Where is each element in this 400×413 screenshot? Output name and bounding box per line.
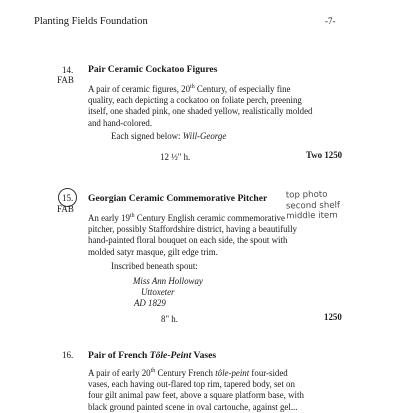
item-15-line-2: pitcher, possibly Staffordshire district, having a beautifully — [88, 224, 297, 235]
item-14-price: Two 1250 — [306, 150, 343, 160]
item-14-dimension: 12 ½" h. — [160, 152, 191, 162]
item-15-code: FAB — [57, 204, 74, 214]
item-16-title-prefix: Pair of French — [88, 350, 150, 361]
note-line-2: second shelf — [285, 200, 341, 211]
item-14-signed — [111, 131, 226, 141]
item-16-title-suffix: Vases — [191, 350, 217, 361]
note-line-3: middle item — [286, 210, 338, 222]
inscription-name: Miss Ann Holloway — [133, 276, 203, 286]
item-14-line-1: A pair of ceramic figures, 20th Century, of especially fine — [88, 84, 291, 94]
item-15-title: Georgian Ceramic Commemorative Pitcher — [88, 193, 268, 204]
item-15-line-3: hand-painted floral bouquet on each side, the spout with — [88, 235, 288, 246]
item-14-description — [88, 84, 312, 129]
note-line-1: top photo — [285, 189, 328, 201]
item-16-line-1: A pair of early 20th Century French tôle-peint four-sided — [88, 368, 288, 378]
inscription-place: Uttoxeter — [141, 287, 175, 297]
item-15-inscribed-label: Inscribed beneath spout: — [111, 261, 198, 271]
item-14-line-3: itself, one shaded pink, one shaded yellow, realistically molded — [88, 106, 313, 117]
item-14-title: Pair Ceramic Cockatoo Figures — [88, 64, 218, 75]
item-16-line-2: vases, each having out-flared top rim, tapered body, set on — [88, 379, 295, 390]
item-15-inscription — [133, 276, 203, 309]
item-15-dimension: 8" h. — [161, 314, 178, 324]
item-15-number: 15. — [62, 193, 74, 203]
item-14-line-2: quality, each depicting a cockatoo on foliate perch, preening — [88, 95, 302, 106]
item-16-title — [88, 350, 216, 361]
item-14-signed-value: Will-George — [182, 131, 227, 141]
item-14-number: 14. — [62, 65, 74, 75]
item-16-line-4: black ground painted scene in oval cartouche, against gel... — [88, 401, 298, 412]
foundation-header: Planting Fields Foundation — [34, 16, 148, 27]
item-15-description — [88, 213, 297, 258]
item-15-price: 1250 — [324, 312, 342, 322]
item-16-line-3: four gilt animal paw feet, above a square platform base, with — [88, 390, 304, 401]
item-15-line-4: molded satyr masque, gilt edge trim. — [88, 246, 218, 257]
inscription-date: AD 1829 — [134, 298, 166, 308]
item-16-number: 16. — [62, 350, 74, 360]
item-15-line-1: An early 19th Century English ceramic commemorative — [88, 213, 285, 223]
page-number: -7- — [325, 16, 336, 26]
item-16-description — [88, 368, 304, 413]
item-16-title-italic: Tôle-Peint — [149, 350, 192, 361]
item-14-line-4: and hand-colored. — [88, 117, 153, 128]
handwritten-note — [286, 190, 341, 222]
item-14-code: FAB — [57, 75, 74, 85]
item-14-signed-label: Each signed below: — [111, 131, 181, 141]
